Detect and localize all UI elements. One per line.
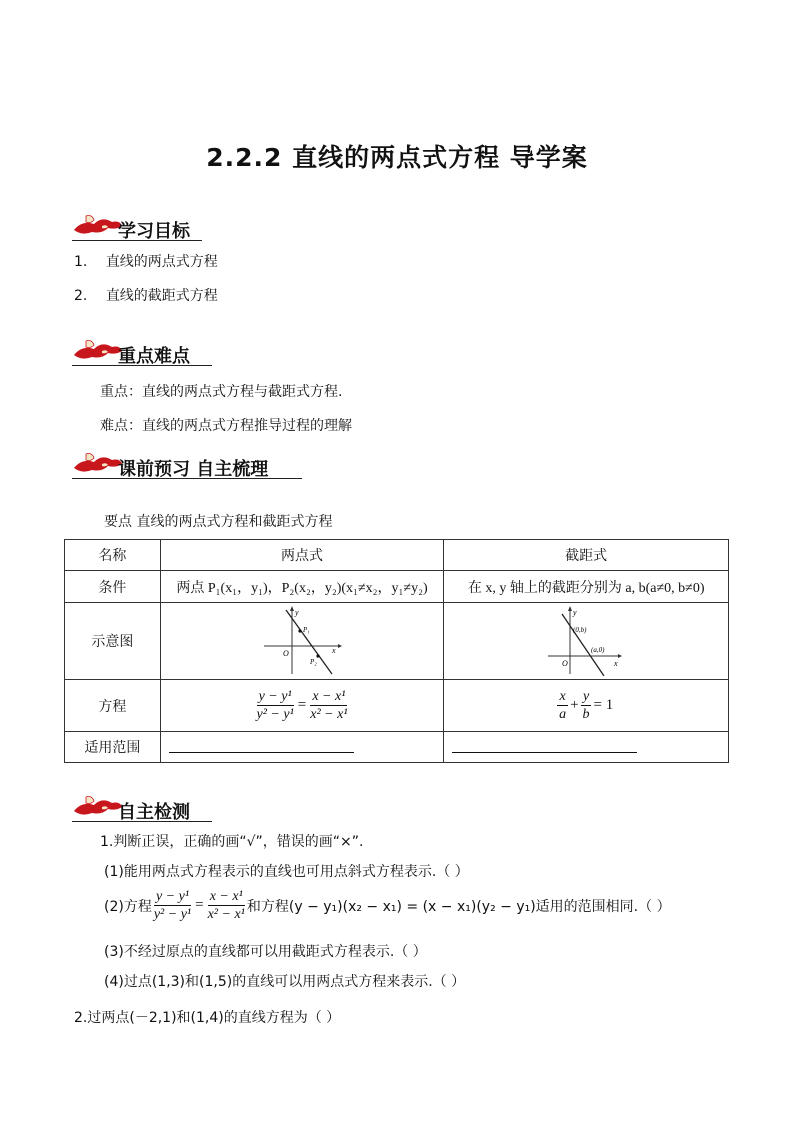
- answer-blank[interactable]: [169, 738, 354, 753]
- table-header: 名称: [65, 540, 161, 571]
- goal-num: 1.: [74, 254, 88, 270]
- page-title: 2.2.2 直线的两点式方程 导学案: [206, 143, 588, 172]
- table-row-condition: [65, 571, 729, 603]
- a-intercept-label: (a,0): [591, 646, 605, 654]
- table-header: 截距式: [444, 540, 729, 571]
- section-badge-icon: [72, 212, 124, 240]
- origin-label: O: [562, 659, 568, 668]
- answer-blank[interactable]: [452, 738, 637, 753]
- fraction-numerator: y − y¹: [155, 889, 190, 904]
- fraction-denominator: a: [559, 707, 567, 722]
- fraction: [581, 688, 592, 723]
- fraction-numerator: y: [582, 689, 590, 704]
- question-1-2: [104, 888, 671, 923]
- intercept-diagram: [546, 606, 626, 676]
- section-underline: [72, 240, 202, 241]
- fraction: [557, 688, 568, 723]
- section-title-check: 自主检测: [118, 802, 190, 823]
- table-header: 两点式: [160, 540, 444, 571]
- p1-label: P₁: [303, 626, 310, 634]
- goal-text: 直线的截距式方程: [105, 288, 218, 304]
- fraction-denominator: y² − y¹: [256, 707, 294, 722]
- fraction-denominator: x² − x¹: [207, 907, 245, 922]
- goal-num: 2.: [74, 288, 88, 304]
- condition-intercept: 在 x, y 轴上的截距分别为 a, b(a≠0, b≠0): [444, 571, 729, 603]
- table-row-equation: [65, 680, 729, 732]
- goal-text: 直线的两点式方程: [105, 254, 218, 270]
- equation-intercept: [444, 680, 729, 732]
- section-underline: [72, 478, 302, 479]
- question-text: 和方程(y − y₁)(x₂ − x₁) = (x − x₁)(y₂ − y₁)适用的范围相同.（ ）: [246, 898, 671, 915]
- goal-item-1: [74, 251, 218, 271]
- section-title-preview: 课前预习 自主梳理: [118, 459, 269, 480]
- diagram-intercept-cell: [444, 603, 729, 680]
- fraction-denominator: y² − y¹: [153, 907, 192, 922]
- p2-label: P₂: [310, 658, 317, 666]
- equation-two-point: [160, 680, 444, 732]
- fraction-numerator: x: [559, 689, 566, 704]
- row-label: 示意图: [65, 603, 161, 680]
- fraction-numerator: x − x¹: [312, 689, 346, 704]
- table-header-row: [65, 540, 729, 571]
- two-point-diagram: [262, 606, 342, 676]
- fraction: [152, 888, 193, 923]
- row-label: 条件: [65, 571, 161, 603]
- origin-label: O: [283, 649, 289, 658]
- plus-sign: +: [570, 697, 579, 713]
- scope-intercept: [444, 732, 729, 763]
- section-underline: [72, 365, 212, 366]
- section-title-key: 重点难点: [118, 346, 190, 367]
- fraction: [206, 888, 247, 923]
- question-1-1: (1)能用两点式方程表示的直线也可用点斜式方程表示.（ ）: [104, 864, 469, 880]
- scope-two-point: [160, 732, 444, 763]
- row-label: 适用范围: [65, 732, 161, 763]
- difficulty-text: 难点：直线的两点式方程推导过程的理解: [100, 418, 352, 434]
- goal-item-2: [74, 285, 218, 305]
- table-row-diagram: [65, 603, 729, 680]
- question-1-intro: 1.判断正误，正确的画“√”，错误的画“×”.: [100, 834, 364, 850]
- axis-y-label: y: [295, 608, 299, 617]
- question-1-4: (4)过点(1,3)和(1,5)的直线可以用两点式方程来表示.（ ）: [104, 974, 466, 990]
- condition-two-point: 两点 P₁(x₁，y₁)，P₂(x₂，y₂)(x₁≠x₂，y₁≠y₂): [160, 571, 444, 603]
- b-intercept-label: (0,b): [573, 626, 587, 634]
- fraction-numerator: y − y¹: [258, 689, 292, 704]
- question-2: 2.过两点(－2,1)和(1,4)的直线方程为（ ）: [74, 1010, 341, 1026]
- question-text: (2)方程: [104, 898, 152, 915]
- table-row-scope: [65, 732, 729, 763]
- fraction-denominator: b: [582, 707, 590, 722]
- question-1-3: (3)不经过原点的直线都可以用截距式方程表示.（ ）: [104, 944, 427, 960]
- focus-text: 重点：直线的两点式方程与截距式方程.: [100, 384, 343, 400]
- fraction: [308, 688, 349, 723]
- section-badge-icon: [72, 450, 124, 478]
- fraction-denominator: x² − x¹: [310, 707, 348, 722]
- section-underline: [72, 821, 212, 822]
- fraction: [255, 688, 296, 723]
- fraction-numerator: x − x¹: [209, 889, 243, 904]
- row-label: 方程: [65, 680, 161, 732]
- diagram-two-point-cell: [160, 603, 444, 680]
- preview-subtitle: 要点 直线的两点式方程和截距式方程: [104, 514, 333, 530]
- section-badge-icon: [72, 793, 124, 821]
- section-badge-icon: [72, 337, 124, 365]
- equation-rhs: = 1: [593, 697, 614, 713]
- formula-table: [64, 539, 729, 763]
- axis-y-label: y: [573, 608, 577, 617]
- equals-sign: =: [195, 897, 204, 913]
- equals-sign: =: [297, 697, 307, 713]
- axis-x-label: x: [614, 659, 618, 668]
- axis-x-label: x: [332, 646, 336, 655]
- section-title-goals: 学习目标: [118, 221, 190, 242]
